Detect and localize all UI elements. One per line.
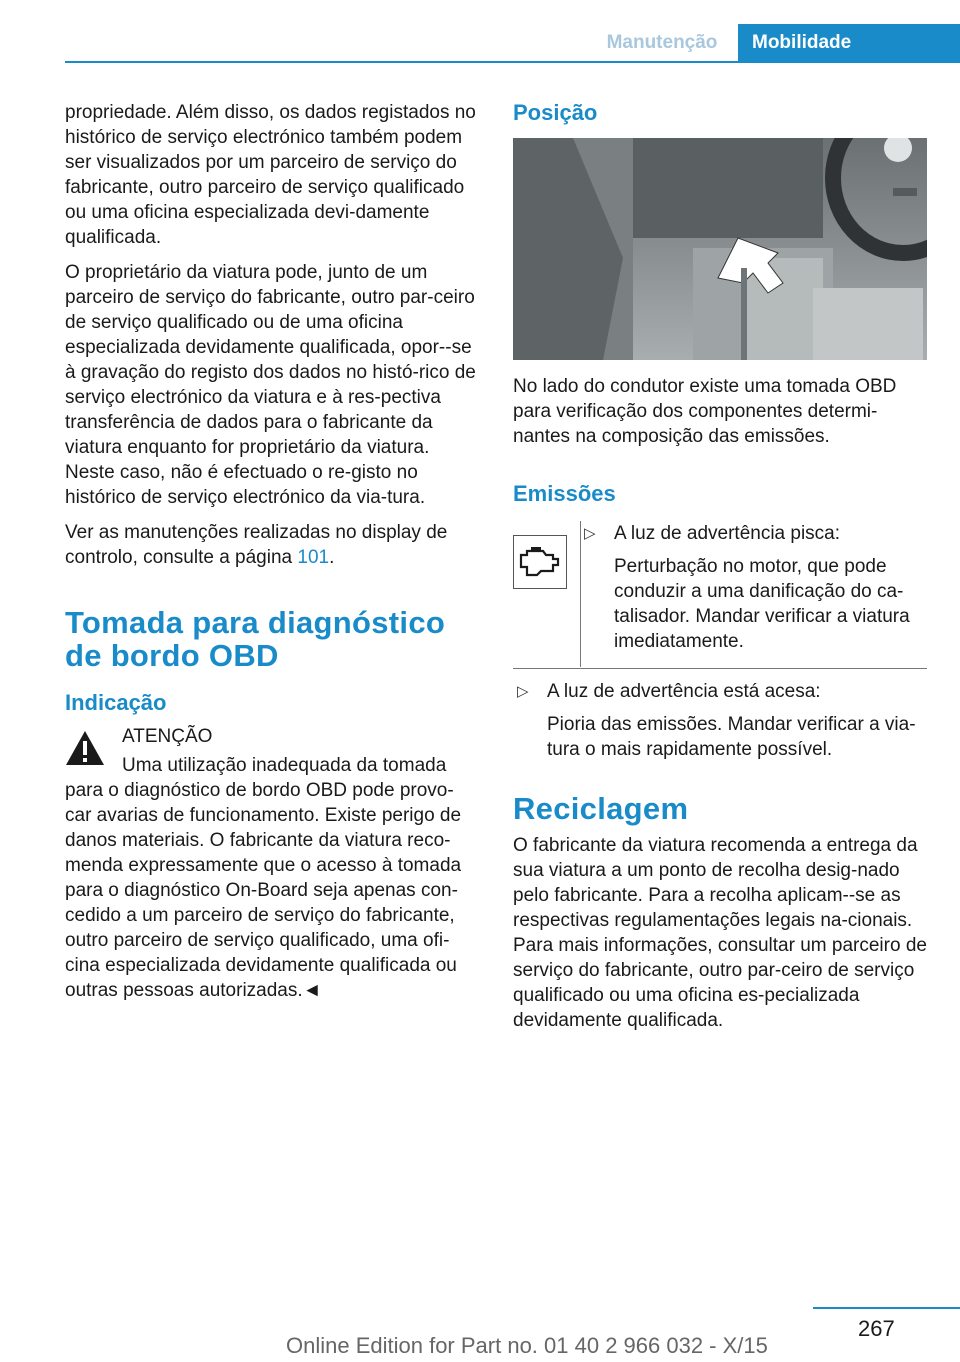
warning-title-wrap [65, 724, 479, 749]
section-title-reciclagem: Reciclagem [513, 791, 689, 826]
footer-rule [813, 1307, 960, 1309]
edition-note: Online Edition for Part no. 01 40 2 966 032 - X/15 [286, 1333, 768, 1358]
subsection-title-indicacao: Indicação [65, 690, 167, 715]
page-link[interactable]: 101 [297, 547, 330, 568]
section-title-obd: Tomada para diagnóstico de bordo OBD [65, 605, 446, 673]
paragraph-posicao: No lado do condutor existe uma tomada OBD para verificação dos componentes determi-nantes na composição das emissões. [513, 376, 897, 447]
header-tab-mobilidade[interactable]: Mobilidade [738, 24, 960, 63]
list-item [580, 521, 927, 654]
warning-text: Uma utilização inadequada da tomada para o diagnóstico de bordo OBD pode provo-car avarias de funcionamento. Existe perigo de danos materiais. O fabricante da viatura reco-menda expressamente que o acesso à tomada para o diagnóstico On-Board seja apenas con-cedido a um parceiro de serviço do fabricante, outro parceiro de serviço qualificado, uma ofi-cina especializada devidamente qualificada ou outras pessoas autorizadas. [65, 755, 462, 1001]
warning-title: ATENÇÃO [122, 726, 213, 747]
warning-text-wrap [65, 753, 479, 1003]
bullet-arrow-icon: ▷ [517, 683, 529, 700]
end-marker: ◄ [302, 980, 322, 1001]
emissions-list [513, 521, 927, 762]
bullet-text: Perturbação no motor, que pode conduzir a uma danificação do ca-talisador. Mandar verificar a viatura imediatamente. [614, 556, 910, 652]
header-rule [65, 61, 960, 63]
paragraph-end: . [329, 547, 335, 568]
warning-block [65, 724, 479, 1003]
bullet-item-blinking [580, 521, 927, 654]
subsection-title-posicao: Posição [513, 100, 598, 125]
bullet-arrow-icon: ▷ [584, 525, 596, 542]
bullet-text: Pioria das emissões. Mandar verificar a via-tura o mais rapidamente possível. [547, 714, 916, 760]
bullet-item-lit [513, 679, 927, 762]
list-divider [513, 668, 927, 669]
right-column [513, 100, 927, 1043]
paragraph-maintenance-display [65, 520, 479, 570]
obd-location-photo [513, 138, 927, 360]
engine-warning-icon [513, 535, 567, 589]
paragraph-reciclagem: O fabricante da viatura recomenda a entrega da sua viatura a um ponto de recolha desig-nado pelo fabricante. Para a recolha aplicam--se as respectivas regulamentações legais na-cionais. Para mais informações, consultar um parceiro de serviço do fabricante, outro par-ceiro de serviço qualificado ou uma oficina es-pecializada devidamente qualificada. [513, 835, 927, 1031]
warning-triangle-icon [65, 730, 105, 766]
subsection-title-emissoes: Emissões [513, 481, 616, 506]
bullet-title: A luz de advertência está acesa: [547, 681, 821, 702]
bullet-title: A luz de advertência pisca: [614, 523, 841, 544]
paragraph-owner: O proprietário da viatura pode, junto de um parceiro de serviço do fabricante, outro par-ceiro de serviço qualificado ou de uma oficina especializada devidamente qualificada, opor--se à gravação do registo dos dados no histó-rico de serviço electrónico da viatura e à res-pectiva transferência de dados para o fabricante da viatura enquanto for proprietário da viatura. Neste caso, não é efectuado o re-gisto no histórico de serviço electrónico da via-tura. [65, 262, 476, 508]
paragraph-history: propriedade. Além disso, os dados registados no histórico de serviço electrónico também podem ser visualizados por um parceiro de serviço do fabricante, outro parceiro de serviço qualificado ou uma oficina especializada devi-damente qualificada. [65, 102, 476, 248]
header-tab-manutencao[interactable]: Manutenção [606, 32, 718, 53]
paragraph-text: Ver as manutenções realizadas no display de controlo, consulte a página [65, 522, 448, 568]
left-column [65, 100, 479, 1003]
page-number: 267 [858, 1316, 895, 1341]
